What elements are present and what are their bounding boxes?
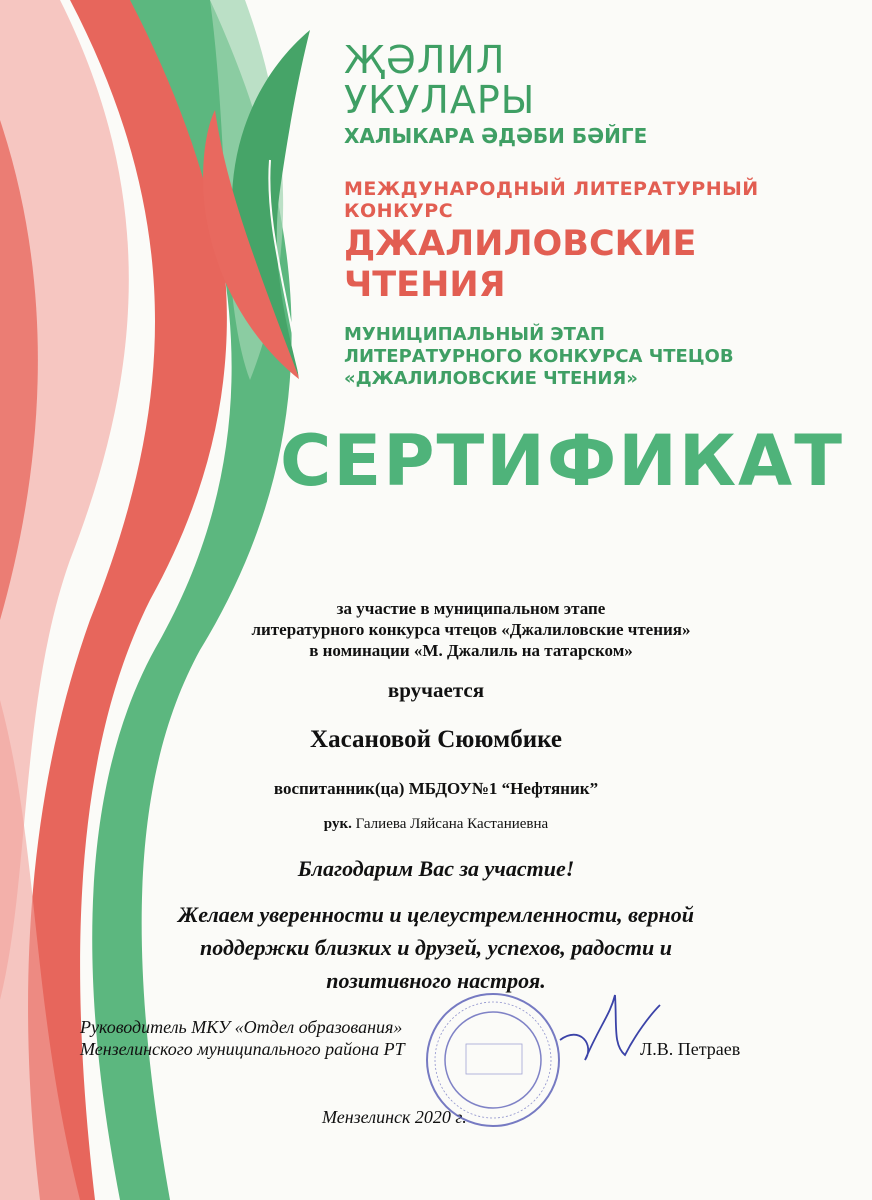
handwritten-signature-icon [555,985,665,1075]
russian-title-line2: ЧТЕНИЯ [344,265,506,305]
supervisor-line [0,816,872,833]
stage-line2: ЛИТЕРАТУРНОГО КОНКУРСА ЧТЕЦОВ [344,346,734,367]
official-stamp-icon [418,990,568,1130]
stage-line3: «ДЖАЛИЛОВСКИЕ ЧТЕНИЯ» [344,368,638,389]
awarded-text: вручается [387,678,485,702]
place-date: Мензелинск 2020 г. [322,1107,467,1127]
recipient-name: Хасановой Сююмбике [310,726,562,753]
stage-text [344,324,872,390]
certificate-title: СЕРТИФИКАТ [280,420,844,502]
reason-line2: литературного конкурса чтецов «Джалиловские чтения» [251,620,691,639]
institution-text: воспитанник(ца) МБДОУ№1 “Нефтяник” [273,779,599,798]
tatar-subtitle: ХАЛЫКАРА ӘДӘБИ БӘЙГЕ [344,124,648,148]
wishes-text [0,898,872,997]
wish-line1: Желаем уверенности и целеустремленности, верной [178,902,694,927]
supervisor-name: Галиева Ляйсана Кастаниевна [355,816,549,832]
reason-line3: в номинации «М. Джалиль на татарском» [309,641,633,660]
tatar-title-line1: ҖӘЛИЛ [344,38,506,82]
signer-position [80,1016,405,1060]
position-line1: Руководитель МКУ «Отдел образования» [80,1017,403,1037]
reason-text [0,598,872,661]
position-line2: Мензелинского муниципального района РТ [80,1039,405,1059]
thanks-text: Благодарим Вас за участие! [297,856,575,881]
stage-line1: МУНИЦИПАЛЬНЫЙ ЭТАП [344,324,605,345]
header-block [344,40,872,390]
wish-line2: поддержки близких и друзей, успехов, радости и [200,935,672,960]
russian-title-line1: ДЖАЛИЛОВСКИЕ [344,224,697,264]
reason-line1: за участие в муниципальном этапе [336,599,606,618]
wish-line3: позитивного настроя. [326,968,546,993]
tatar-title-line2: УКУЛАРЫ [344,78,536,122]
russian-subtitle: МЕЖДУНАРОДНЫЙ ЛИТЕРАТУРНЫЙ КОНКУРС [344,178,759,222]
signer-name: Л.В. Петраев [640,1039,741,1059]
supervisor-label: рук. [323,816,352,832]
